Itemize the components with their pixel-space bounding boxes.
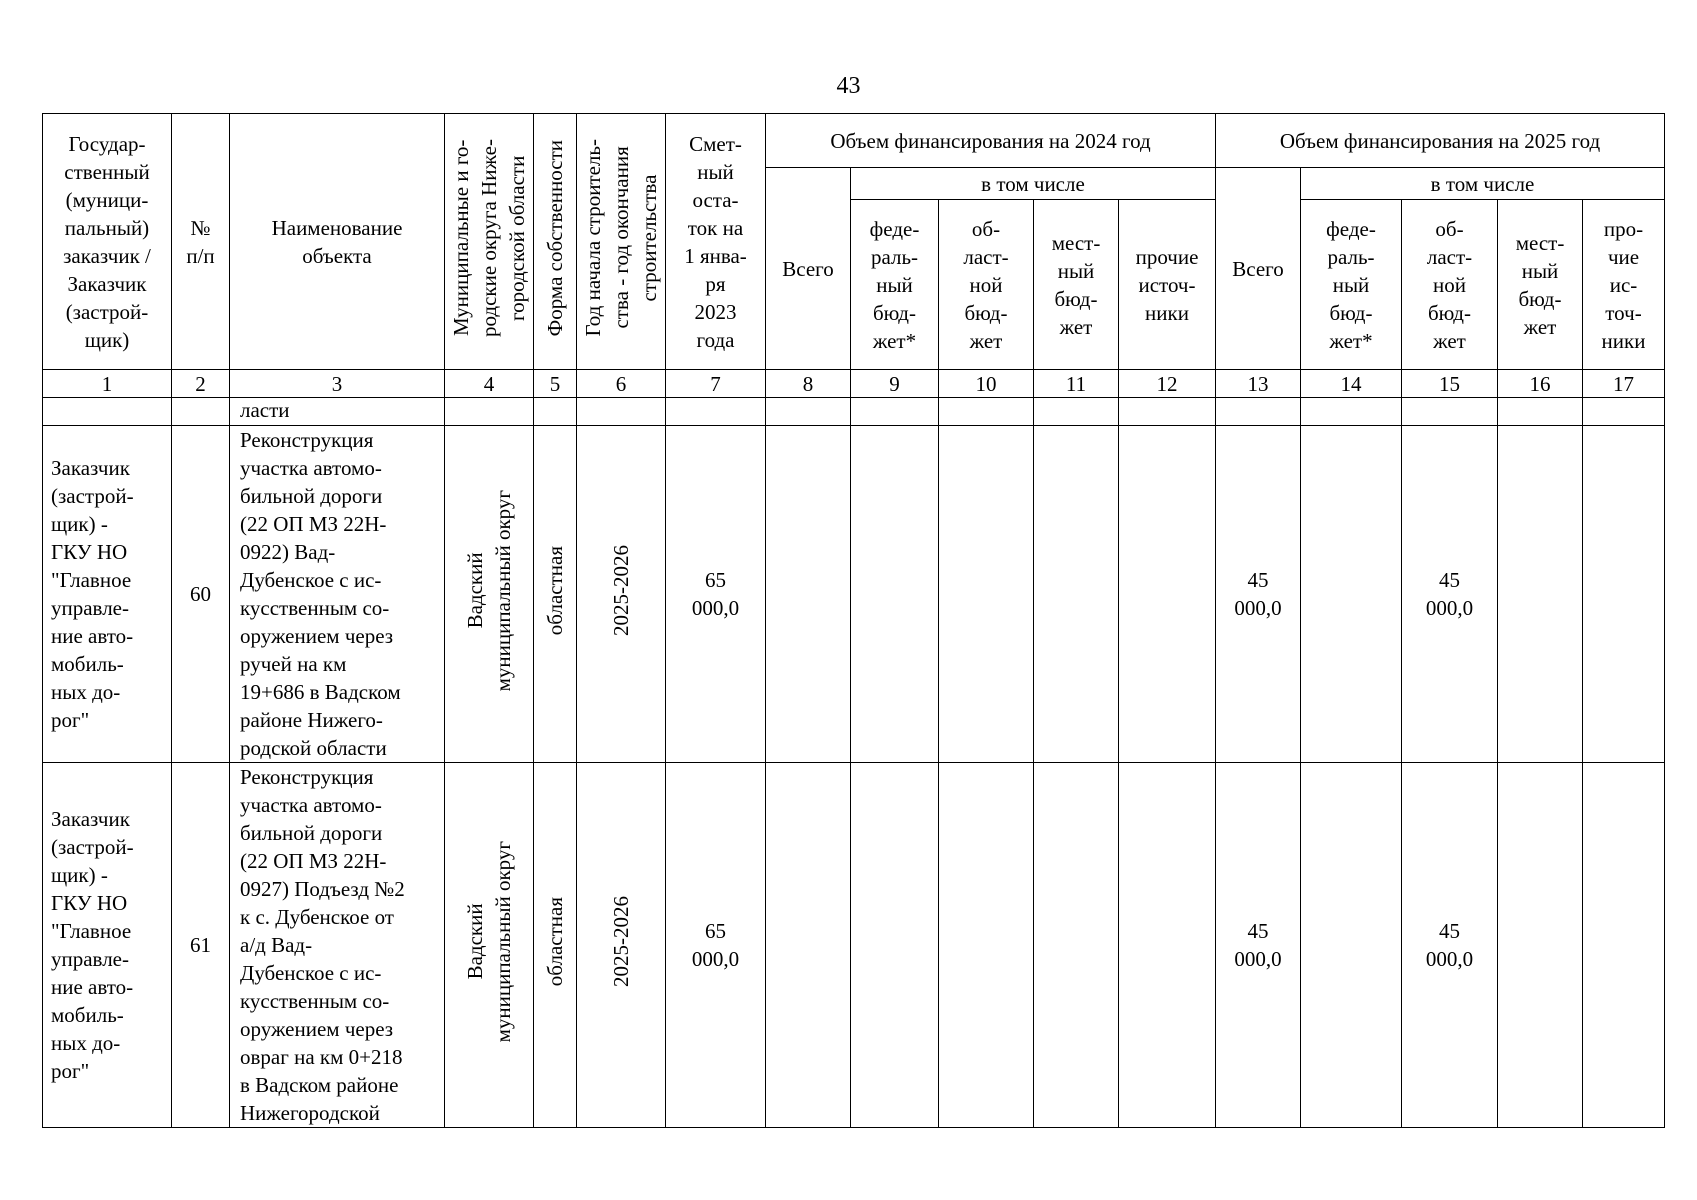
column-number: 2 xyxy=(172,370,230,398)
row-number: 61 xyxy=(172,763,230,1128)
row-total-2024 xyxy=(766,763,851,1128)
header-including-2025: в том числе xyxy=(1301,168,1665,200)
row-municipality-text: Вадский муниципальный округ xyxy=(463,489,515,692)
row-object-name: Реконструкция участка автомо- бильной дороги (22 ОП МЗ 22Н- 0922) Вад- Дубенское с ис- кусственным со- оружением через ручей на км 19+686 в Вадском районе Нижего- родской области xyxy=(230,426,445,763)
row-years xyxy=(577,763,666,1128)
header-total-2024: Всего xyxy=(766,168,851,370)
row-estimate-remainder: 65 000,0 xyxy=(666,426,766,763)
row-customer: Заказчик (застрой- щик) - ГКУ НО "Главное управле- ние авто- мобиль- ных до- рог" xyxy=(43,426,172,763)
column-number: 9 xyxy=(851,370,939,398)
column-number: 3 xyxy=(230,370,445,398)
header-federal-2025: феде- раль- ный бюд- жет* xyxy=(1301,200,1402,370)
row-municipality xyxy=(445,426,534,763)
header-object-name: Наименование объекта xyxy=(230,114,445,370)
row-ownership xyxy=(534,763,577,1128)
row-years-text: 2025-2026 xyxy=(609,896,633,987)
header-total-2025: Всего xyxy=(1216,168,1301,370)
column-number-row xyxy=(43,370,1665,398)
header-years-text: Год начала строитель- ства - год окончания строительства xyxy=(581,139,661,337)
column-number: 7 xyxy=(666,370,766,398)
row-local-2025 xyxy=(1498,763,1583,1128)
row-ownership-text: областная xyxy=(543,545,567,636)
column-number: 14 xyxy=(1301,370,1402,398)
column-number: 5 xyxy=(534,370,577,398)
column-number: 11 xyxy=(1034,370,1119,398)
row-local-2024 xyxy=(1034,426,1119,763)
header-regional-2025: об- ласт- ной бюд- жет xyxy=(1402,200,1498,370)
row-federal-2025 xyxy=(1301,763,1402,1128)
row-other-2024 xyxy=(1119,763,1216,1128)
row-years xyxy=(577,426,666,763)
header-customer: Государ- ственный (муници- пальный) заказчик / Заказчик (застрой- щик) xyxy=(43,114,172,370)
header-estimate-remainder: Смет- ный оста- ток на 1 янва- ря 2023 года xyxy=(666,114,766,370)
financing-table xyxy=(42,113,1665,1128)
header-number: № п/п xyxy=(172,114,230,370)
continuation-row xyxy=(43,398,1665,426)
page-number: 43 xyxy=(836,73,861,99)
column-number: 8 xyxy=(766,370,851,398)
row-other-2025 xyxy=(1583,763,1665,1128)
column-number: 10 xyxy=(939,370,1034,398)
row-estimate-remainder: 65 000,0 xyxy=(666,763,766,1128)
header-regional-2024: об- ласт- ной бюд- жет xyxy=(939,200,1034,370)
row-federal-2024 xyxy=(851,426,939,763)
row-federal-2024 xyxy=(851,763,939,1128)
header-other-2025: про- чие ис- точ- ники xyxy=(1583,200,1665,370)
header-ownership xyxy=(534,114,577,370)
header-years xyxy=(577,114,666,370)
row-regional-2025: 45 000,0 xyxy=(1402,763,1498,1128)
row-local-2024 xyxy=(1034,763,1119,1128)
row-ownership xyxy=(534,426,577,763)
header-municipality xyxy=(445,114,534,370)
column-number: 4 xyxy=(445,370,534,398)
header-financing-2024: Объем финансирования на 2024 год xyxy=(766,114,1216,168)
row-ownership-text: областная xyxy=(543,896,567,987)
row-municipality xyxy=(445,763,534,1128)
column-number: 15 xyxy=(1402,370,1498,398)
row-total-2025: 45 000,0 xyxy=(1216,763,1301,1128)
table-row xyxy=(43,763,1665,1128)
row-regional-2024 xyxy=(939,763,1034,1128)
header-federal-2024: феде- раль- ный бюд- жет* xyxy=(851,200,939,370)
column-number: 6 xyxy=(577,370,666,398)
header-municipality-text: Муниципальные и го- родские округа Ниже- городской области xyxy=(449,139,529,337)
row-total-2024 xyxy=(766,426,851,763)
header-ownership-text: Форма собственности xyxy=(543,139,567,337)
header-local-2024: мест- ный бюд- жет xyxy=(1034,200,1119,370)
row-regional-2024 xyxy=(939,426,1034,763)
header-including-2024: в том числе xyxy=(851,168,1216,200)
column-number: 1 xyxy=(43,370,172,398)
row-municipality-text: Вадский муниципальный округ xyxy=(463,840,515,1043)
row-other-2024 xyxy=(1119,426,1216,763)
column-number: 13 xyxy=(1216,370,1301,398)
header-local-2025: мест- ный бюд- жет xyxy=(1498,200,1583,370)
row-customer: Заказчик (застрой- щик) - ГКУ НО "Главное управле- ние авто- мобиль- ных до- рог" xyxy=(43,763,172,1128)
column-number: 17 xyxy=(1583,370,1665,398)
row-local-2025 xyxy=(1498,426,1583,763)
table-row xyxy=(43,426,1665,763)
header-other-2024: прочие источ- ники xyxy=(1119,200,1216,370)
column-number: 12 xyxy=(1119,370,1216,398)
header-financing-2025: Объем финансирования на 2025 год xyxy=(1216,114,1665,168)
row-number: 60 xyxy=(172,426,230,763)
row-object-name: Реконструкция участка автомо- бильной дороги (22 ОП МЗ 22Н- 0927) Подъезд №2 к с. Дубенское от а/д Вад- Дубенское с ис- кусственным со- оружением через овраг на км 0+218 в Вадском районе Нижегородской xyxy=(230,763,445,1128)
column-number: 16 xyxy=(1498,370,1583,398)
row-federal-2025 xyxy=(1301,426,1402,763)
continuation-text: ласти xyxy=(230,398,445,426)
row-years-text: 2025-2026 xyxy=(609,545,633,636)
row-other-2025 xyxy=(1583,426,1665,763)
row-regional-2025: 45 000,0 xyxy=(1402,426,1498,763)
row-total-2025: 45 000,0 xyxy=(1216,426,1301,763)
